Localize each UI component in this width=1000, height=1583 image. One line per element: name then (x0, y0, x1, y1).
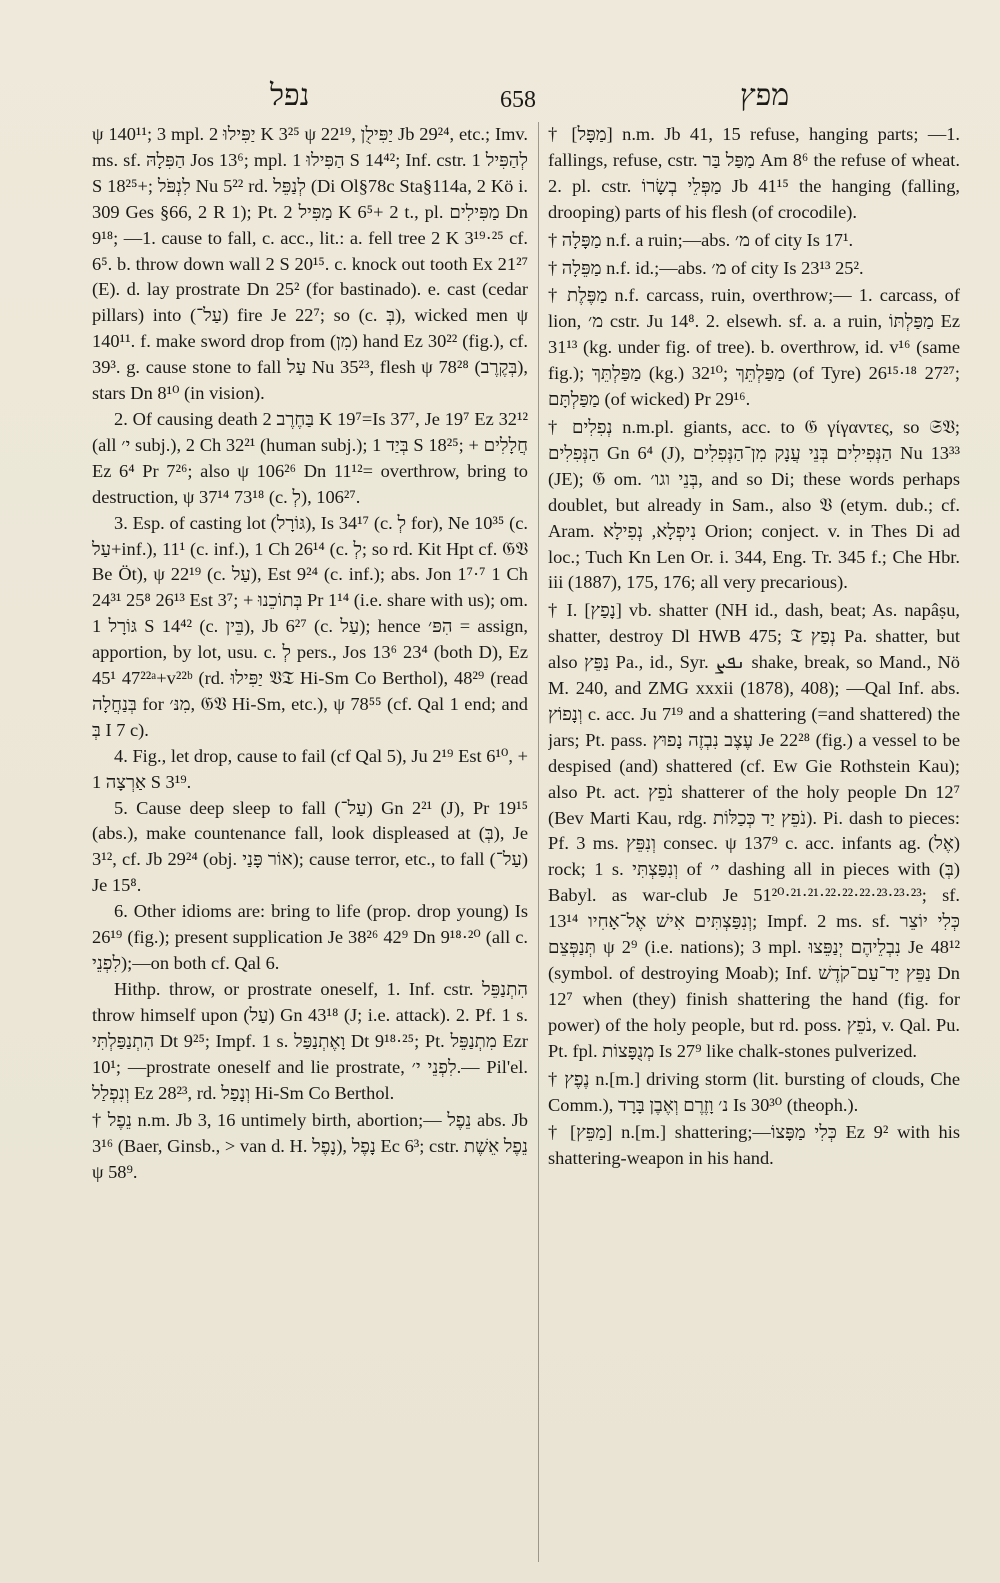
right-entry: † [מַפָּל] n.m. Jb 41, 15 refuse, hanging parts; —1. fallings, refuse, cstr. מַפַּל בַּר Am 8⁶ the refuse of wheat. 2. pl. cstr. מַפְּלֵי בְשָׂרוֹ Jb 41¹⁵ the hanging (falling, drooping) parts of his flesh (of crocodile). (548, 124, 960, 222)
running-head (0, 78, 1000, 118)
running-head-right: מפץ (740, 79, 790, 112)
left-paragraph: 5. Cause deep sleep to fall (עַל־) Gn 2²¹ (J), Pr 19¹⁵ (abs.), make countenance fall, look displeased at (בְּ), Je 3¹², cf. Jb 29²⁴ (obj. אוֹר פָּנַי); cause terror, etc., to fall (עַל־) Je 15⁸. (92, 797, 528, 896)
left-paragraph: 4. Fig., let drop, cause to fail (cf Qal 5), Ju 2¹⁹ Est 6¹⁰, + אַרְצָה 1 S 3¹⁹. (92, 745, 528, 792)
left-column (92, 122, 528, 1572)
left-paragraph: 2. Of causing death בַּחֶרֶב 2 K 19⁷=Is 37⁷, Je 19⁷ Ez 32¹² (all י׳ subj.), 2 Ch 32²¹ (human subj.); בְּיַד 1 S 18²⁵; + חֲלָלִים Ez 6⁴ Pr 7²⁶; also ψ 106²⁶ Dn 11¹²= overthrow, bring to destruction, ψ 37¹⁴ 73¹⁸ (c. לְ), 106²⁷. (92, 408, 528, 507)
column-divider (538, 122, 539, 1562)
right-entry: † מַפֶּלֶת n.f. carcass, ruin, overthrow;— 1. carcass, of lion, מ׳ cstr. Ju 14⁸. 2. elsewh. sf. a. a ruin, מַפַּלְתּוֹ Ez 31¹³ (kg. under fig. of tree). b. overthrow, id. v¹⁶ (same fig.); מַפַּלְתֵּךְ (kg.) 32¹⁰; מַפַּלְתֵּךְ (of Tyre) 26¹⁵·¹⁸ 27²⁷; מַפַּלְתָּם (of wicked) Pr 29¹⁶. (548, 285, 960, 410)
right-entry: † [מַפֵּץ] n.[m.] shattering;—כְּלִי מַפָּצוֹ Ez 9² with his shattering-weapon in his hand. (548, 1122, 960, 1169)
right-entry: † מַפָּלָה n.f. a ruin;—abs. מ׳ of city Is 17¹. (548, 229, 854, 250)
left-entry: † נֵפֶל n.m. Jb 3, 16 untimely birth, abortion;— נֵפֶל abs. Jb 3¹⁶ (Baer, Ginsb., > van d. H. נָפֶל), נָפֶל Ec 6³; cstr. נֵפֶל אֵשֶׁת ψ 58⁹. (92, 1110, 528, 1183)
right-entry: † מַפֵּלָה n.f. id.;—abs. מ׳ of city Is 23¹³ 25². (548, 257, 864, 278)
right-entry: † נְפִלִים n.m.pl. giants, acc. to 𝔊 γίγαντες, so 𝔖𝔙; הַנְּפִלִים Gn 6⁴ (J), הַנְּפִילִים בְּנֵי עֲנָק מִן־הַנְּפִלִים Nu 13³³ (JE); 𝔊 om. בְּנֵי וגו׳, and so Di; these words perhaps doublet, but already in Sam., also 𝔙 (etym. dub.; cf. Aram. נִיפְלָא, נְפִילָא Orion; conject. v. in Thes Di ad loc.; Tuch Kn Len Or. i. 344, Eng. Tr. 345 f.; Che Hbr. iii (1887), 175, 176; all very precarious). (548, 416, 960, 593)
left-paragraph: Hithp. throw, or prostrate oneself, 1. Inf. cstr. הִתְנַפֵּל throw himself upon (עַל) Gn 43¹⁸ (J; i.e. attack). 2. Pf. 1 s. הִתְנַפַּלְתִּי Dt 9²⁵; Impf. 1 s. וָאֶתְנַפַּל Dt 9¹⁸·²⁵; Pt. מִתְנַפֵּל Ezr 10¹; —prostrate oneself and lie prostrate, לִפְנֵי י׳.— Pil'el. וְנִפְלַל Ez 28²³, rd. וְנָפַל Hi-Sm Co Berthol. (92, 978, 528, 1103)
page-number: 658 (500, 87, 536, 113)
right-entry: † נֶפֶץ n.[m.] driving storm (lit. bursting of clouds, Che Comm.), נ׳ וָזֶרֶם וְאֶבֶן בָּרָד Is 30³⁰ (theoph.). (548, 1068, 960, 1115)
right-column (548, 122, 960, 1572)
right-entry: † I. [נָפַץ] vb. shatter (NH id., dash, beat; As. napâṣu, shatter, destroy Dl HWB 475; 𝔗 נְפַץ Pa. shatter, but also נַפֵּץ Pa., id., Syr. ܢܦܨ shake, break, so Mand., Nö M. 240, and ZMG xxxii (1878), 408); —Qal Inf. abs. וְנָפוֹץ c. acc. Ju 7¹⁹ and a shattering (=and shattered) the jars; Pt. pass. עֶצֶב נִבְזֶה נָפוּץ Je 22²⁸ (fig.) a vessel to be despised (and) shattered (cf. Ew Gie Rothstein Kau); also Pt. act. נֹפֵץ shatterer of the holy people Dn 12⁷ (Bev Marti Kau, rdg. נֹפֵץ יַד כְּכַלּוֹת). Pi. dash to pieces: Pf. 3 ms. וְנִפֵּץ consec. ψ 137⁹ c. acc. infants ag. (אֶל) rock; 1 s. וְנִפַּצְתִּי of י׳ dashing all in pieces with (בְּ) Babyl. as war-club Je 51²⁰·²¹·²¹·²²·²²·²²·²³·²³·²³; sf. וְנִפַּצְתִּים אִישׁ אֶל־אָחִיו 13¹⁴; Impf. 2 ms. sf. כְּלִי יוֹצֵר תְּנַפְּצֵם ψ 2⁹ (i.e. nations); 3 mpl. נִבְלֵיהֶם יְנַפֵּצוּ Je 48¹² (symbol. of destroying Moab); Inf. נַפֵּץ יַד־עַם־קֹדֶשׁ Dn 12⁷ when (they) finish shattering the hand (fig. for power) of the holy people, but rd. poss. נֹפֵץ, v. Qal. Pu. Pt. fpl. מְנֻפָּצוֹת Is 27⁹ like chalk-stones pulverized. (548, 600, 960, 1061)
left-paragraph: 3. Esp. of casting lot (גּוֹרָל), Is 34¹⁷ (c. לְ for), Ne 10³⁵ (c. עַל+inf.), 11¹ (c. inf.), 1 Ch 26¹⁴ (c. לְ; so rd. Kit Hpt cf. 𝔊𝔙 Be Öt), ψ 22¹⁹ (c. עַל), Est 9²⁴ (c. inf.); abs. Jon 1⁷·⁷ 1 Ch 24³¹ 25⁸ 26¹³ Est 3⁷; + בְּתוֹכֵנוּ Pr 1¹⁴ (i.e. share with us); om. גּוֹרָל 1 S 14⁴² (c. בֵּין), Jb 6²⁷ (c. עַל); hence הִפּ׳ = assign, apportion, by lot, usu. c. לְ pers., Jos 13⁶ 23⁴ (both D), Ez 45¹ 47²²ᵃ+v²²ᵇ (rd. יַפִּילוּ 𝔙𝔗 Hi-Sm Co Berthol), 48²⁹ (read בְּנַחֲלָה for מִנּ׳, 𝔊𝔙 Hi-Sm, etc.), ψ 78⁵⁵ (cf. Qal 1 end; and בְּ I 7 c). (92, 512, 528, 740)
left-paragraph: ψ 140¹¹; 3 mpl. יַפִּילוּ 2 K 3²⁵ ψ 22¹⁹, יַפִּילֻן Jb 29²⁴, etc.; Imv. ms. sf. הַפִּלָהּ Jos 13⁶; mpl. הַפִּילוּ 1 S 14⁴²; Inf. cstr. לְהַפִּיל 1 S 18²⁵+; לִנְפֹּל Nu 5²² rd. לְנַפֵּל (Di Ol§78c Sta§114a, 2 Kö i. 309 Ges §66, 2 R 1); Pt. מַפִּיל 2 K 6⁵+ 2 t., pl. מַפִּילִים Dn 9¹⁸; —1. cause to fall, c. acc., lit.: a. fell tree 2 K 3¹⁹·²⁵ cf. 6⁵. b. throw down wall 2 S 20¹⁵. c. knock out tooth Ex 21²⁷ (E). d. lay prostrate Dn 25² (for bastinado). e. cast (cedar pillars) into (עַל־) fire Je 22⁷; so (c. בְּ), wicked men ψ 140¹¹. f. make sword drop from (מִן) hand Ez 30²² (fig.), cf. 39³. g. cause stone to fall עַל Nu 35²³, flesh ψ 78²⁸ (בְּקֶרֶב), stars Dn 8¹⁰ (in vision). (92, 124, 528, 404)
running-head-left: נפל (270, 79, 310, 112)
left-paragraph: 6. Other idioms are: bring to life (prop. drop young) Is 26¹⁹ (fig.); present supplication Je 38²⁶ 42⁹ Dn 9¹⁸·²⁰ (all c. לִפְנֵי);—on both cf. Qal 6. (92, 901, 528, 973)
